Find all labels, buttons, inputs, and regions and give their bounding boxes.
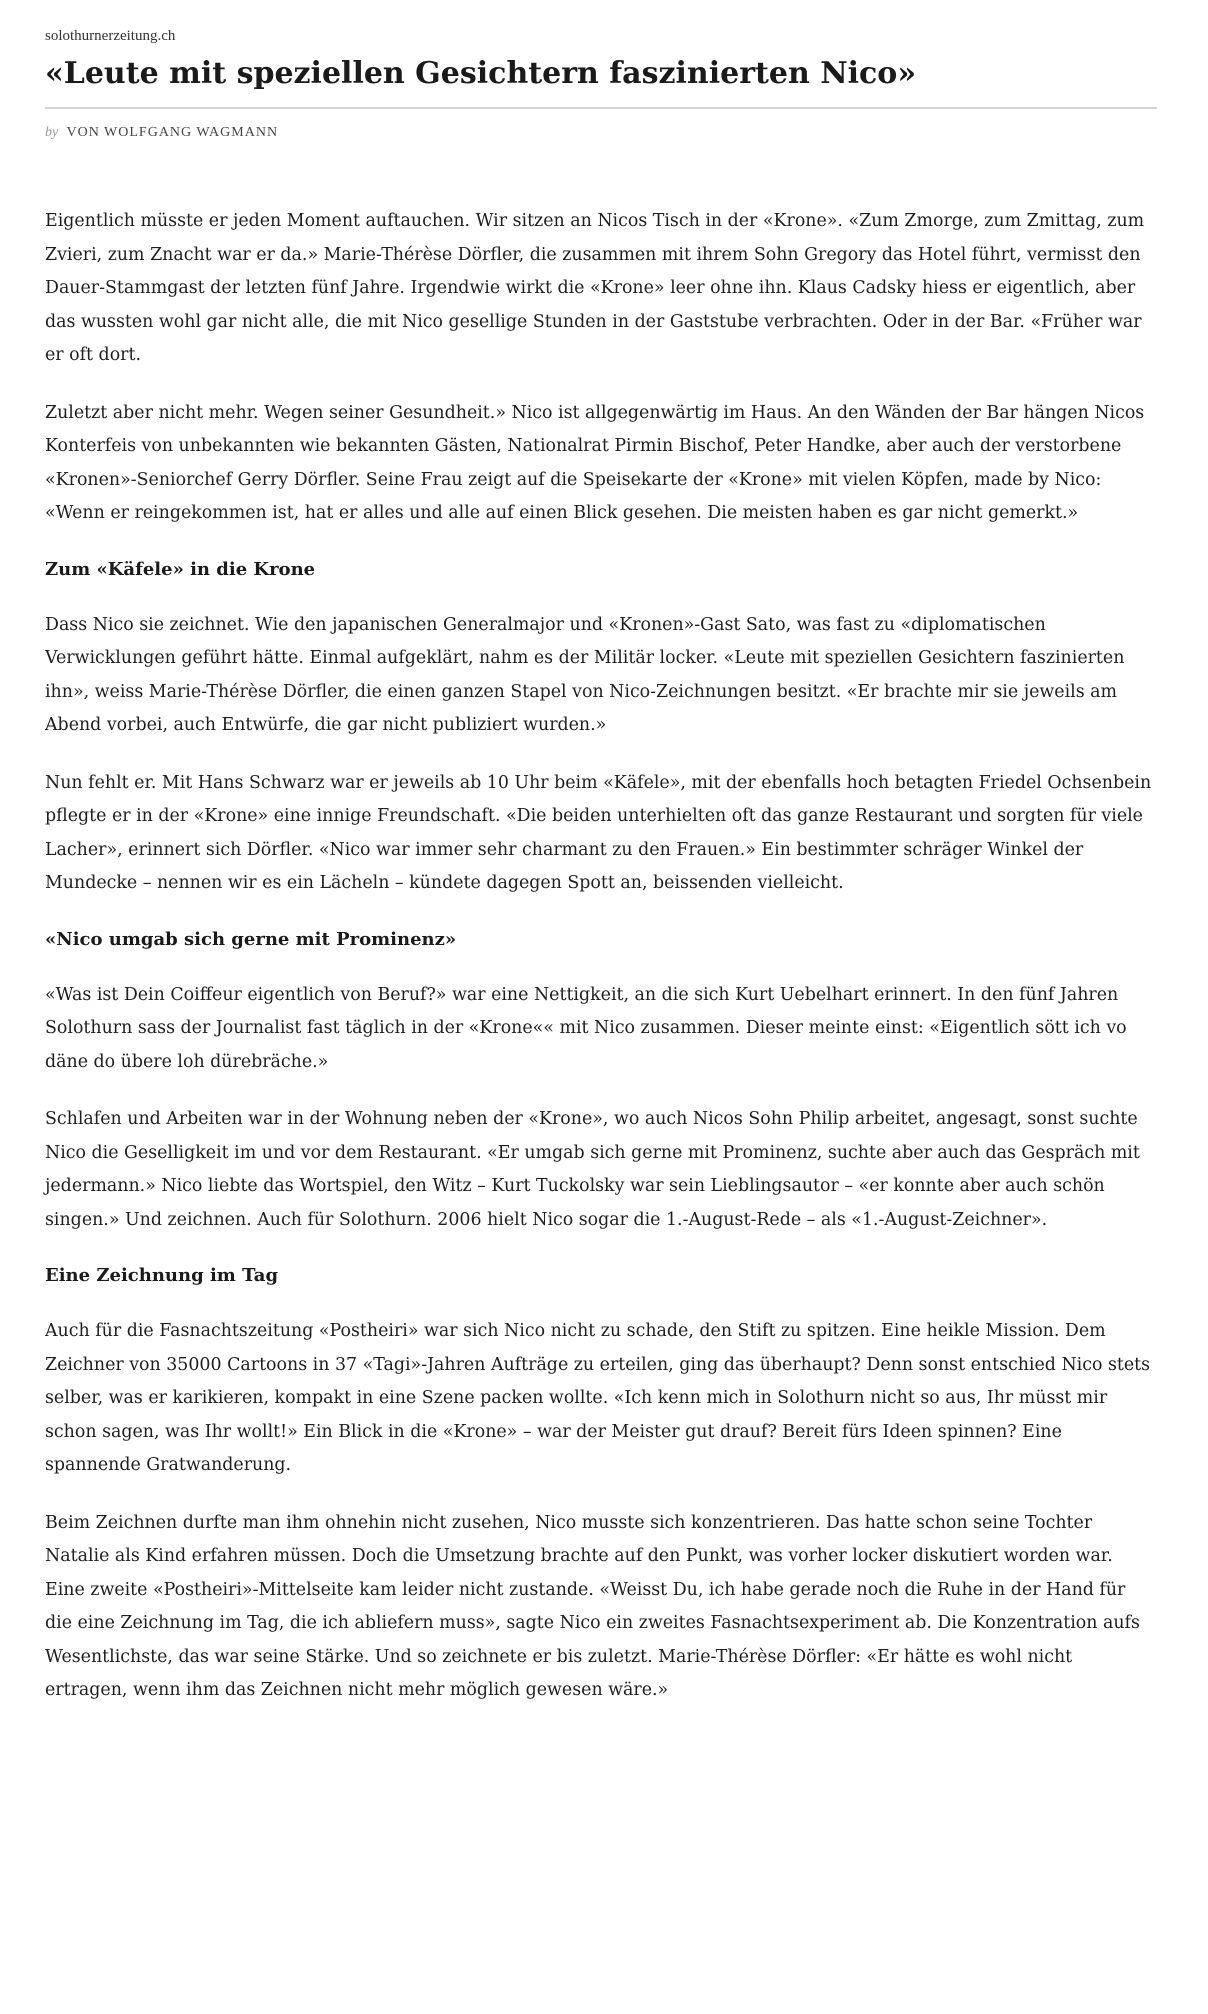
article-title: «Leute mit speziellen Gesichtern faszinierten Nico» <box>45 56 917 91</box>
paragraph: Dass Nico sie zeichnet. Wie den japanischen Generalmajor und «Kronen»-Gast Sato, was fast zu «diplomatischen Verwicklungen geführt hätte. Einmal aufgeklärt, nahm es der Militär locker. «Leute mit speziellen Gesichtern faszinierten ihn», weiss Marie-Thérèse Dörfler, die einen ganzen Stapel von Nico-Zeichnungen besitzt. «Er brachte mir sie jeweils am Abend vorbei, auch Entwürfe, die gar nicht publiziert wurden.» <box>45 614 1125 735</box>
paragraph: Schlafen und Arbeiten war in der Wohnung neben der «Krone», wo auch Nicos Sohn Philip arbeitet, angesagt, sonst suchte Nico die Geselligkeit im und vor dem Restaurant. «Er umgab sich gerne mit Prominenz, suchte aber auch das Gespräch mit jedermann.» Nico liebte das Wortspiel, den Witz – Kurt Tuckolsky war sein Lieblingsautor – «er konnte aber auch schön singen.» Und zeichnen. Auch für Solothurn. 2006 hielt Nico sogar die 1.-August-Rede – als «1.-August-Zeichner». <box>45 1109 1140 1230</box>
paragraph: Nun fehlt er. Mit Hans Schwarz war er jeweils ab 10 Uhr beim «Käfele», mit der ebenfalls hoch betagten Friedel Ochsenbein pflegte er in der «Krone» eine innige Freundschaft. «Die beiden unterhielten oft das ganze Restaurant und sorgten für viele Lacher», erinnert sich Dörfler. «Nico war immer sehr charmant zu den Frauen.» Ein bestimmter schräger Winkel der Mundecke – nennen wir es ein Lächeln – kündete dagegen Spott an, beissenden vielleicht. <box>45 772 1152 893</box>
paragraph: Zuletzt aber nicht mehr. Wegen seiner Gesundheit.» Nico ist allgegenwärtig im Haus. An den Wänden der Bar hängen Nicos Konterfeis von unbekannten wie bekannten Gästen, Nationalrat Pirmin Bischof, Peter Handke, aber auch der verstorbene «Kronen»-Seniorchef Gerry Dörfler. Seine Frau zeigt auf die Speisekarte der «Krone» mit vielen Köpfen, made by Nico: «Wenn er reingekommen ist, hat er alles und alle auf einen Blick gesehen. Die meisten haben es gar nicht gemerkt.» <box>45 402 1145 523</box>
article-page <box>45 0 1157 1732</box>
paragraph: Eigentlich müsste er jeden Moment auftauchen. Wir sitzen an Nicos Tisch in der «Krone». «Zum Zmorge, zum Zmittag, zum Zvieri, zum Znacht war er da.» Marie-Thérèse Dörfler, die zusammen mit ihrem Sohn Gregory das Hotel führt, vermisst den Dauer-Stammgast der letzten fünf Jahre. Irgendwie wirkt die «Krone» leer ohne ihn. Klaus Cadsky hiess er eigentlich, aber das wussten wohl gar nicht alle, die mit Nico gesellige Stunden in der Gaststube verbrachten. Oder in der Bar. «Früher war er oft dort. <box>45 211 1145 365</box>
site-name[interactable]: solothurnerzeitung.ch <box>45 28 176 44</box>
paragraph: Beim Zeichnen durfte man ihm ohnehin nicht zusehen, Nico musste sich konzentrieren. Das hatte schon seine Tochter Natalie als Kind erfahren müssen. Doch die Umsetzung brachte auf den Punkt, was vorher locker diskutiert worden war. Eine zweite «Postheiri»-Mittelseite kam leider nicht zustande. «Weisst Du, ich habe gerade noch die Ruhe in der Hand für die eine Zeichnung im Tag, die ich abliefern muss», sagte Nico ein zweites Fasnachtsexperiment ab. Die Konzentration aufs Wesentlichste, das war seine Stärke. Und so zeichnete er bis zuletzt. Marie-Thérèse Dörfler: «Er hätte es wohl nicht ertragen, wenn ihm das Zeichnen nicht mehr möglich gewesen wäre.» <box>45 1512 1140 1700</box>
section-heading: Zum «Käfele» in die Krone <box>45 558 316 580</box>
paragraph: Auch für die Fasnachtszeitung «Postheiri» war sich Nico nicht zu schade, den Stift zu spitzen. Eine heikle Mission. Dem Zeichner von 35000 Cartoons in 37 «Tagi»-Jahren Aufträge zu erteilen, ging das überhaupt? Denn sonst entschied Nico stets selber, was er karikieren, kompakt in eine Szene packen wollte. «Ich kenn mich in Solothurn nicht so aus, Ihr müsst mir schon sagen, was Ihr wollt!» Ein Blick in die «Krone» – war der Meister gut drauf? Bereit fürs Ideen spinnen? Eine spannende Gratwanderung. <box>45 1321 1151 1475</box>
byline <box>45 125 1157 141</box>
byline-prefix: by <box>45 125 59 140</box>
section-heading: «Nico umgab sich gerne mit Prominenz» <box>45 928 457 950</box>
article-body <box>45 205 1157 1708</box>
paragraph: «Was ist Dein Coiffeur eigentlich von Beruf?» war eine Nettigkeit, an die sich Kurt Uebelhart erinnert. In den fünf Jahren Solothurn sass der Journalist fast täglich in der «Krone«« mit Nico zusammen. Dieser meinte einst: «Eigentlich sött ich vo däne do übere loh dürebräche.» <box>45 984 1127 1072</box>
section-heading: Eine Zeichnung im Tag <box>45 1265 279 1286</box>
byline-author: VON WOLFGANG WAGMANN <box>66 125 279 140</box>
title-divider <box>45 107 1157 109</box>
